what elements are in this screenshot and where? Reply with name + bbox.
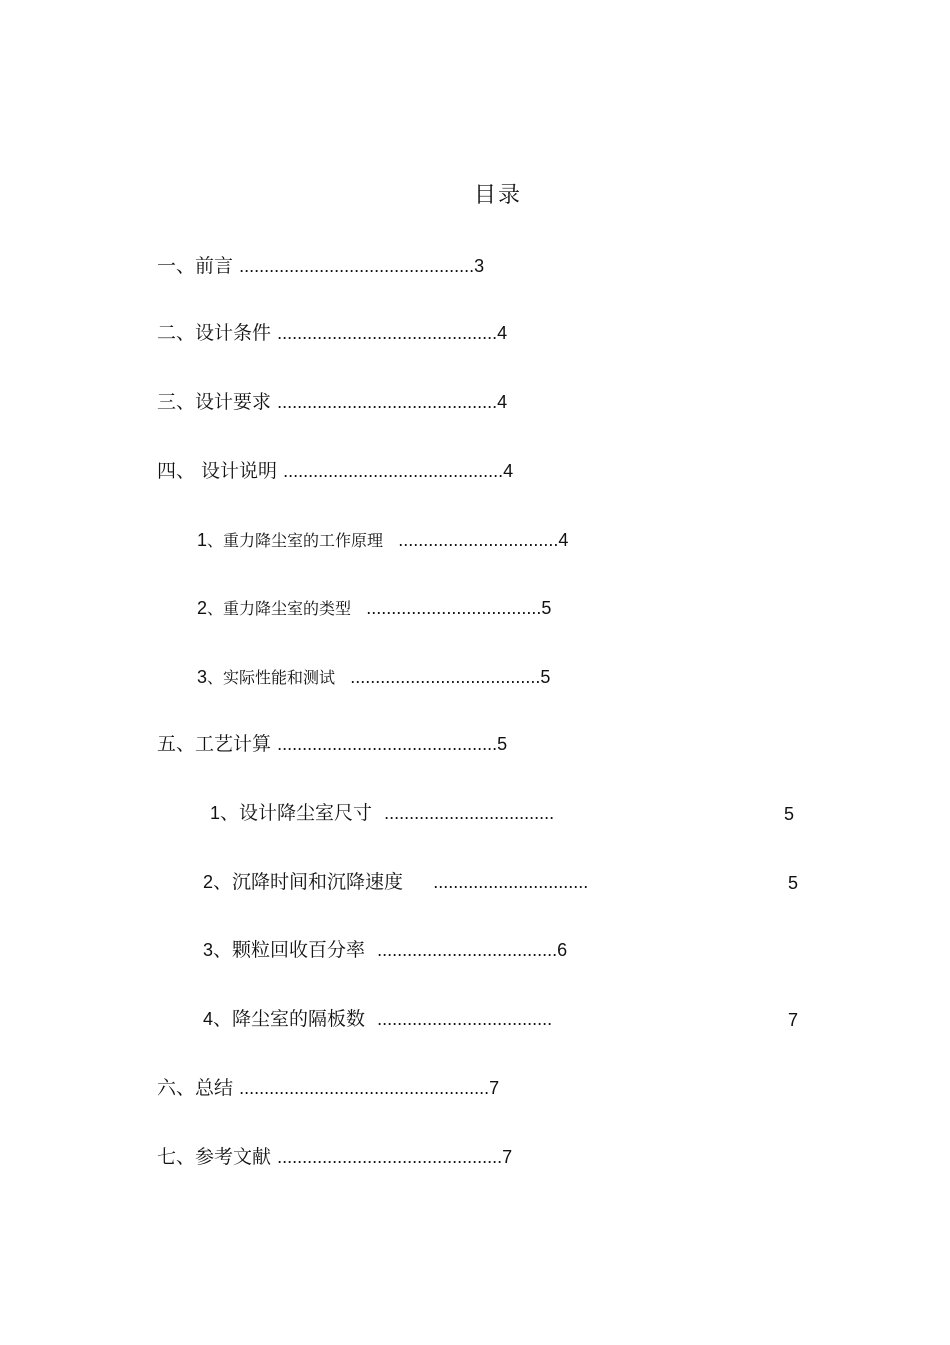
toc-entry-label: 二、设计条件 xyxy=(157,322,272,344)
toc-page-number: 7 xyxy=(489,1078,500,1098)
toc-entry-design-conditions xyxy=(157,321,507,345)
toc-leader-dots: ............................................... xyxy=(239,256,475,276)
toc-entry-process-calculation xyxy=(157,732,507,756)
toc-subentry-particle-recovery xyxy=(203,938,567,962)
toc-subentry-working-principle xyxy=(197,528,568,553)
toc-leader-dots: ............................................. xyxy=(277,1147,503,1167)
toc-leader-dots: ...................................... xyxy=(350,667,541,687)
toc-entry-label: 、重力降尘室的类型 xyxy=(207,599,352,618)
toc-entry-label: 、颗粒回收百分率 xyxy=(213,939,366,961)
toc-page-number: 5 xyxy=(788,873,799,893)
toc-entry-label: 、沉降时间和沉降速度 xyxy=(213,871,404,893)
toc-entry-label: 、重力降尘室的工作原理 xyxy=(207,531,384,550)
toc-leader-dots: ................................ xyxy=(398,530,559,550)
toc-page-number: 4 xyxy=(558,530,569,550)
toc-subentry-number: 4 xyxy=(203,1009,214,1029)
toc-page-number: 5 xyxy=(497,734,508,754)
toc-subentry-number: 3 xyxy=(203,940,214,960)
toc-subentry-number: 2 xyxy=(203,872,214,892)
toc-entry-references xyxy=(157,1145,512,1169)
toc-page-number: 6 xyxy=(557,940,568,960)
toc-subentry-number: 1 xyxy=(197,530,208,550)
toc-entry-label: 、实际性能和测试 xyxy=(207,668,336,687)
toc-leader-dots: .................................... xyxy=(377,940,558,960)
toc-entry-label: 五、工艺计算 xyxy=(157,733,272,755)
toc-leader-dots: .................................................. xyxy=(239,1078,490,1098)
toc-entry-label: 一、前言 xyxy=(157,255,234,277)
toc-page-number: 5 xyxy=(784,804,795,824)
toc-page-number: 4 xyxy=(503,461,514,481)
toc-page-number: 5 xyxy=(541,598,552,618)
toc-leader-dots: ............................................ xyxy=(277,392,498,412)
toc-entry-label: 四、 设计说明 xyxy=(157,460,278,482)
toc-leader-dots: ............................... xyxy=(433,872,589,892)
toc-leader-dots: ................................... xyxy=(377,1009,553,1029)
toc-page-number: 4 xyxy=(497,392,508,412)
toc-page-number: 7 xyxy=(788,1010,799,1030)
toc-page-number: 3 xyxy=(474,256,485,276)
toc-leader-dots: .................................. xyxy=(384,803,555,823)
toc-leader-dots: ............................................ xyxy=(277,734,498,754)
toc-entry-label: 三、设计要求 xyxy=(157,391,272,413)
toc-entry-preface xyxy=(157,254,484,278)
toc-subentry-baffle-count xyxy=(203,1007,552,1031)
toc-subentry-chamber-dimensions xyxy=(210,801,554,825)
toc-page-number: 5 xyxy=(540,667,551,687)
toc-entry-label: 七、参考文献 xyxy=(157,1146,272,1168)
toc-subentry-chamber-types xyxy=(197,596,551,621)
toc-page-number: 4 xyxy=(497,323,508,343)
toc-entry-design-description xyxy=(157,459,513,483)
toc-subentry-performance-testing xyxy=(197,665,550,690)
toc-entry-design-requirements xyxy=(157,390,507,414)
toc-subentry-number: 3 xyxy=(197,667,208,687)
toc-subentry-number: 1 xyxy=(210,803,221,823)
toc-entry-label: 、设计降尘室尺寸 xyxy=(220,802,373,824)
toc-title: 目录 xyxy=(473,183,522,208)
toc-leader-dots: ............................................ xyxy=(283,461,504,481)
toc-entry-summary xyxy=(157,1076,499,1100)
toc-subentry-settling-time-velocity xyxy=(203,870,588,894)
toc-leader-dots: ................................... xyxy=(366,598,542,618)
toc-subentry-number: 2 xyxy=(197,598,208,618)
toc-entry-label: 六、总结 xyxy=(157,1077,234,1099)
toc-page-number: 7 xyxy=(502,1147,513,1167)
toc-leader-dots: ............................................ xyxy=(277,323,498,343)
toc-entry-label: 、降尘室的隔板数 xyxy=(213,1008,366,1030)
